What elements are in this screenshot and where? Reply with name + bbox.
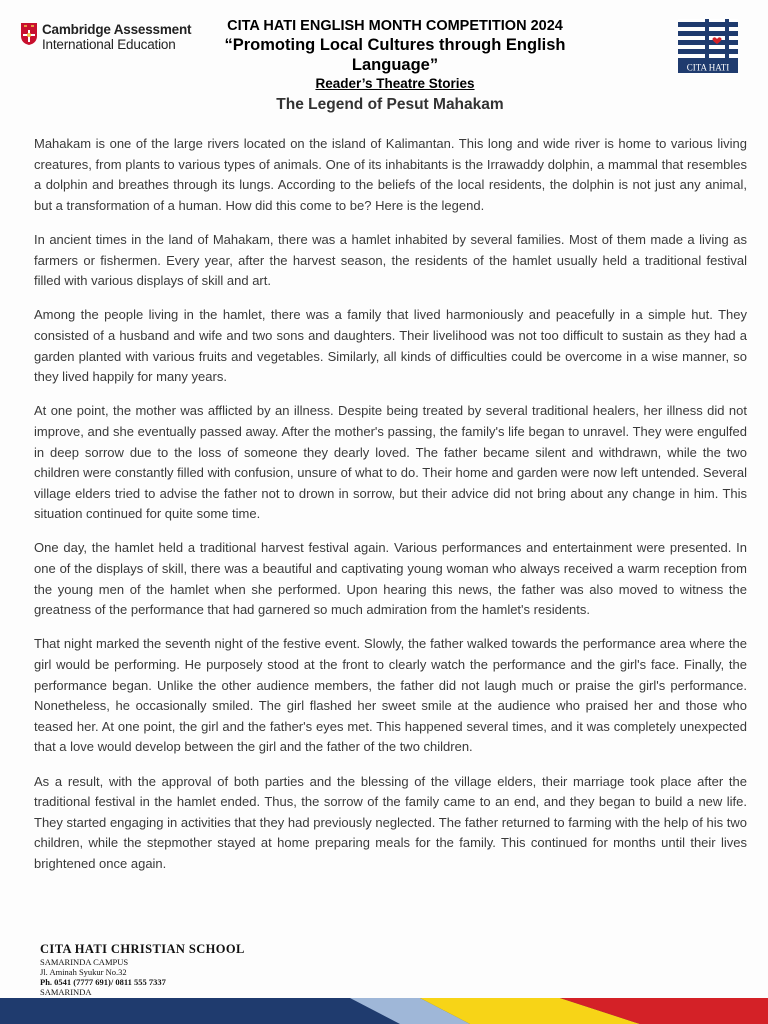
org-name-line2: International Education: [42, 37, 176, 52]
campus-name: SAMARINDA CAMPUS: [40, 957, 129, 967]
story-title: The Legend of Pesut Mahakam: [276, 96, 504, 113]
story-body: [34, 134, 747, 888]
story-paragraph: At one point, the mother was afflicted by an illness. Despite being treated by several traditional healers, her illness did not improve, and she eventually passed away. After the mother's passing, the family's life began to unravel. They were engulfed in deep sorrow due to the loss of someone they dearly loved. The father became silent and withdrawn, while the two children were constantly filled with confusion, unsure of what to do. Their home and garden were now left untended. Several village elders tried to advise the father not to drown in sorrow, but their advice did not bring about any change in him. This situation continued for quite some time.: [34, 403, 747, 522]
cambridge-logo: [20, 22, 191, 52]
school-name: CITA HATI CHRISTIAN SCHOOL: [40, 942, 245, 956]
story-paragraph: In ancient times in the land of Mahakam, there was a hamlet inhabited by several families. Most of them made a living as farmers or fishermen. Every year, after the harvest season, the residents of the hamlet usually held a traditional festival filled with various displays of skill and art.: [34, 231, 747, 289]
school-city: SAMARINDA: [40, 987, 92, 997]
school-contact-block: [40, 942, 245, 997]
competition-title: CITA HATI ENGLISH MONTH COMPETITION 2024: [227, 18, 563, 34]
cita-hati-logo: [678, 19, 738, 73]
school-phone: Ph. 0541 (7777 691)/ 0811 555 7337: [40, 977, 166, 987]
header-titles: [210, 18, 580, 93]
story-paragraph: That night marked the seventh night of the festive event. Slowly, the father walked towards the performance area where the girl would be performing. He purposely stood at the front to clearly watch the performance and the girl's face. Finally, the performance began. Unlike the other audience members, the father did not laugh much or praise the girl's performance. Nonetheless, he occasionally smiled. The girl flashed her sweet smile at the audience who praised her and those who teased her. At one point, the girl and the father's eyes met. This happened several times, and it was completely unexpected that a love would develop between the girl and the father of the two children.: [34, 636, 747, 755]
story-paragraph: One day, the hamlet held a traditional harvest festival again. Various performances and entertainment were presented. In one of the displays of skill, there was a beautiful and captivating young woman who always received a warm reception from the young men of the hamlet when she performed. Upon hearing this news, the father was also moved to witness the greatness of the performance that had garnered so much admiration from the hamlet's residents.: [34, 540, 747, 618]
footer-color-band: [0, 998, 768, 1024]
story-paragraph: As a result, with the approval of both parties and the blessing of the village elders, their marriage took place after the traditional festival in the hamlet ended. Thus, the sorrow of the family came to an end, and they began to build a new life. They started engaging in activities that they had previously neglected. The father returned to farming with the help of his two children, while the stepmother stayed at home preparing meals for the family. This continued for months until their lives brightened once again.: [34, 773, 747, 871]
cambridge-shield-icon: [20, 22, 38, 46]
story-paragraph: Among the people living in the hamlet, there was a family that lived harmoniously and peacefully in a simple hut. They consisted of a husband and wife and two sons and daughters. Their livelihood was not too difficult to sustain as they had a garden planted with various fruits and vegetables. Similarly, all kinds of difficulties could be overcome in a wise manner, so they lived happily for many years.: [34, 307, 747, 385]
cita-hati-logo-text: CITA HATI: [686, 62, 730, 73]
competition-theme: “Promoting Local Cultures through English Language”: [224, 36, 566, 74]
page-header: [0, 0, 768, 91]
school-address: Jl. Aminah Syukur No.32: [40, 967, 127, 977]
story-paragraph: Mahakam is one of the large rivers located on the island of Kalimantan. This long and wide river is home to various living creatures, from plants to various types of animals. One of its inhabitants is the Irrawaddy dolphin, a mammal that resembles a dolphin and breathes through its lungs. According to the beliefs of the local residents, the dolphin is not just any animal, but a transformation of a human. How did this come to be? Here is the legend.: [34, 136, 747, 213]
org-name-line1: Cambridge Assessment: [42, 22, 192, 37]
competition-category: Reader’s Theatre Stories: [315, 76, 475, 91]
